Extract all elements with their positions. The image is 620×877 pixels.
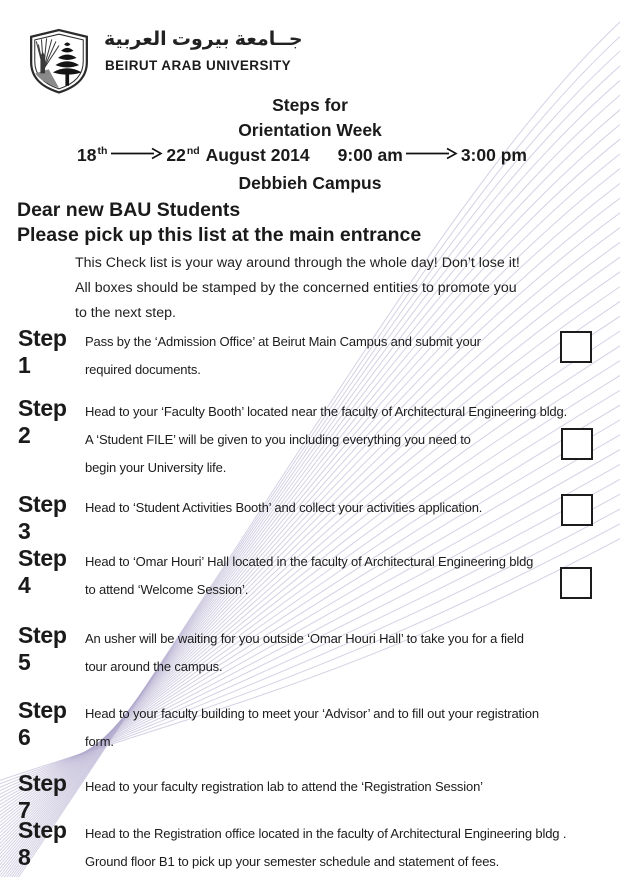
step-5-label: Step 5 [18,622,67,675]
greeting-block [17,198,421,247]
logo-arabic-name: جــامعة بيروت العربية [104,29,303,50]
step-5-block [18,622,620,681]
step-2-label: Step 2 [18,395,67,448]
date-start-suffix: th [97,145,108,157]
step-2-checkbox[interactable] [561,428,593,460]
step-8-line: Head to the Registration office located in the faculty of Architectural Engineering bldg . [85,826,567,841]
step-7-block [18,770,620,824]
step-2-line: Head to your ‘Faculty Booth’ located near the faculty of Architectural Engineering bldg. [85,404,568,419]
step-1-checkbox[interactable] [560,331,592,363]
step-1-line: required documents. [85,362,201,377]
start-time: 9:00 am [337,145,403,165]
bau-cedar-shield-icon [28,28,90,94]
greeting-line2: Please pick up this list at the main entrance [17,223,422,246]
step-5-line: tour around the campus. [85,659,223,674]
intro-line2: All boxes should be stamped by the concerned entities to promote you [75,280,517,296]
step-6-line: Head to your faculty building to meet your ‘Advisor’ and to fill out your registration [85,706,539,721]
intro-line1: This Check list is your way around through the whole day! Don’t lose it! [75,255,520,271]
step-7-line: Head to your faculty registration lab to attend the ‘Registration Session’ [85,779,483,794]
step-3-checkbox[interactable] [561,494,593,526]
step-4-block [18,545,620,604]
step-6-line: form. [85,734,114,749]
greeting-line1: Dear new BAU Students [17,199,241,221]
step-4-line: Head to ‘Omar Houri’ Hall located in the faculty of Architectural Engineering bldg [85,554,534,569]
event-date-range [0,143,612,171]
intro-line3: to the next step. [75,305,176,321]
step-4-line: to attend ‘Welcome Session’. [85,582,249,597]
end-time: 3:00 pm [460,145,527,165]
campus-name: Debbieh Campus [238,173,382,193]
date-month-year: August 2014 [205,145,310,165]
university-logo [28,26,328,98]
step-2-line: A ‘Student FILE’ will be given to you including everything you need to [85,432,471,447]
step-1-line: Pass by the ‘Admission Office’ at Beirut Main Campus and submit your [85,334,481,349]
step-3-label: Step 3 [18,491,67,544]
date-end-day: 22 [166,145,186,165]
step-8-line: Ground floor B1 to pick up your semester schedule and statement of fees. [85,854,500,869]
step-2-block [18,395,620,482]
step-7-label: Step 7 [18,770,67,823]
step-2-line: begin your University life. [85,460,227,475]
step-8-block [18,817,620,876]
date-start-day: 18 [77,145,97,165]
step-4-label: Step 4 [18,545,67,598]
long-right-arrow-icon [405,147,459,160]
step-4-checkbox[interactable] [560,567,592,599]
step-3-line: Head to ‘Student Activities Booth’ and collect your activities application. [85,500,483,515]
step-1-block [18,325,620,384]
step-6-label: Step 6 [18,697,67,750]
long-right-arrow-icon [110,147,164,160]
step-3-block [18,491,620,545]
page-title-line2: Orientation Week [238,120,382,140]
step-8-label: Step 8 [18,817,67,870]
intro-paragraph [75,251,520,326]
step-5-line: An usher will be waiting for you outside ‘Omar Houri Hall’ to take you for a field [85,631,524,646]
step-1-label: Step 1 [18,325,67,378]
step-6-block [18,697,620,756]
date-end-suffix: nd [186,145,200,157]
logo-english-name: BEIRUT ARAB UNIVERSITY [105,58,292,73]
title-block [0,93,620,196]
page-title-line1: Steps for [272,95,348,115]
